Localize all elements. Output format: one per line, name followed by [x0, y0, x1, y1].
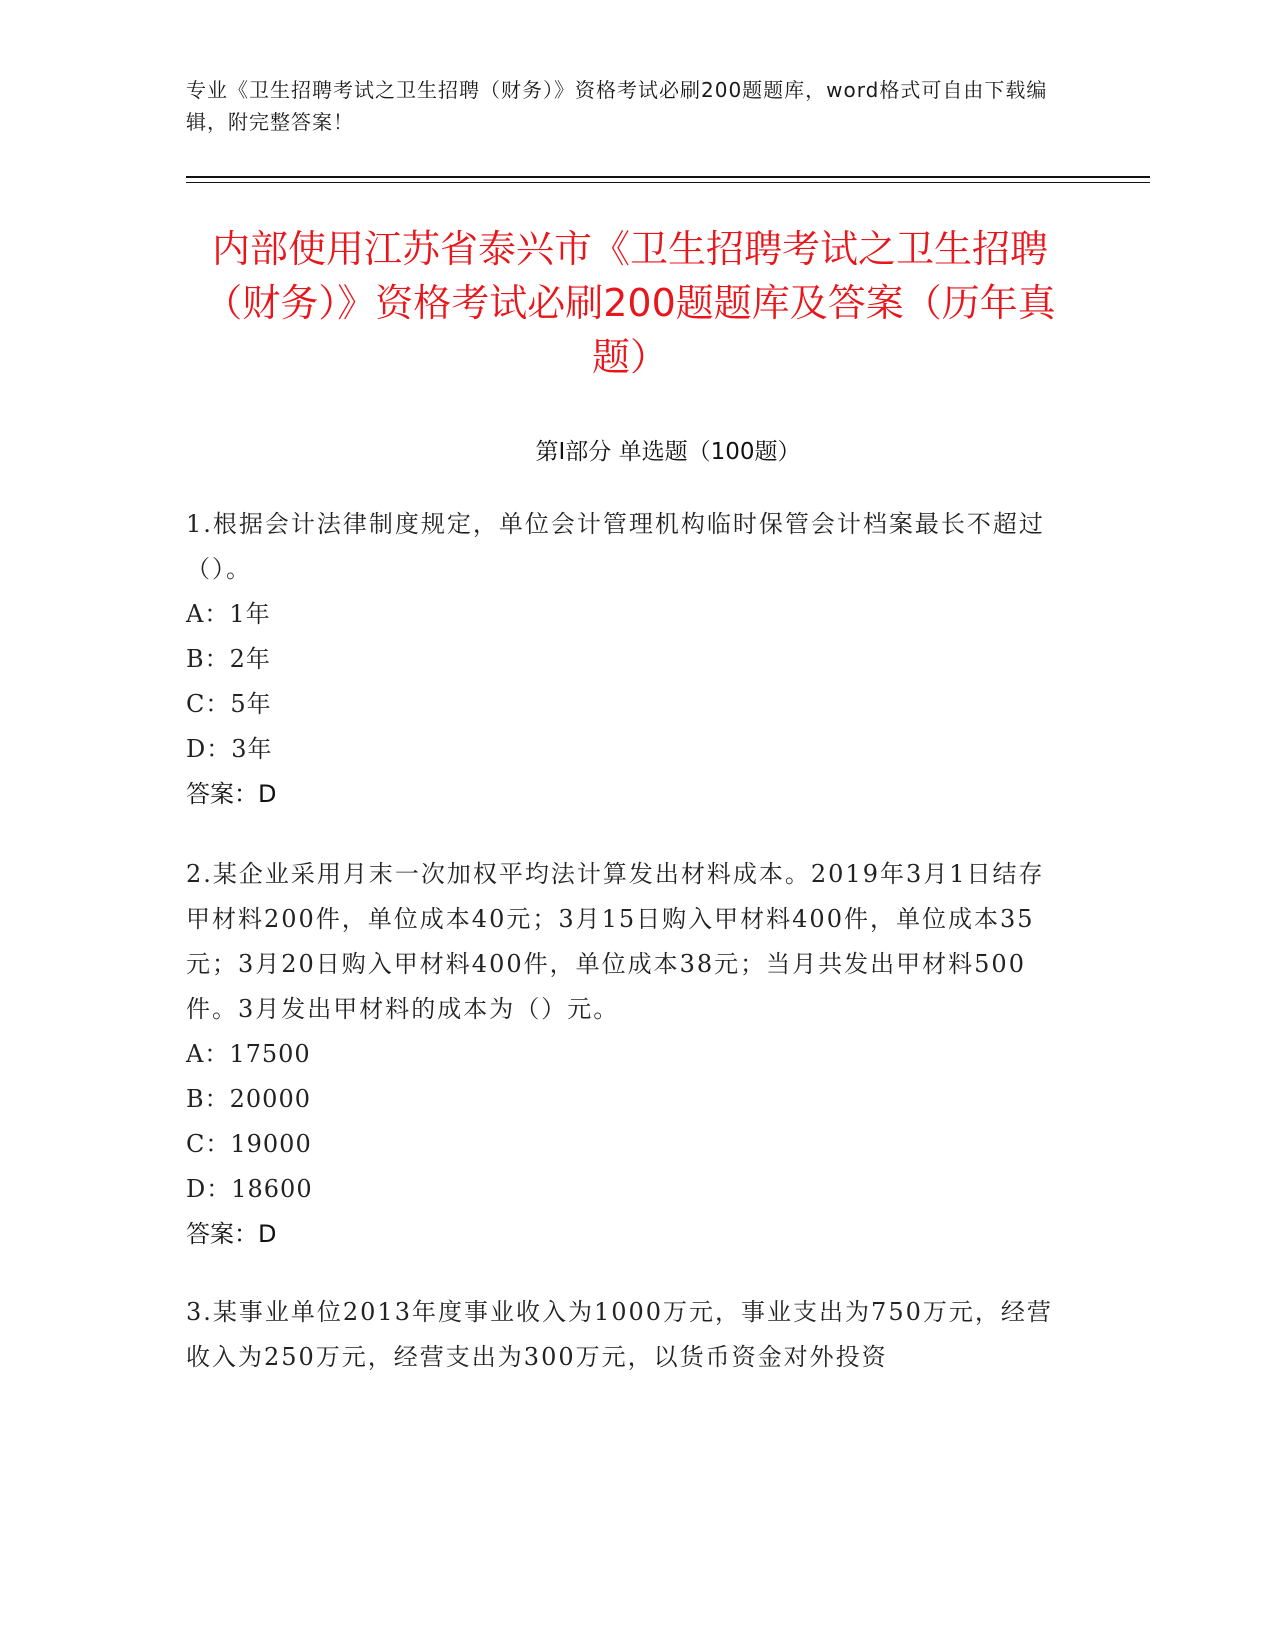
option-b: B：20000	[186, 1085, 311, 1113]
section-heading: 第Ⅰ部分 单选题（100题）	[535, 439, 801, 465]
answer: 答案：D	[186, 780, 277, 808]
header-note: 专业《卫生招聘考试之卫生招聘（财务）》资格考试必刷200题题库，word格式可自由下载编辑，附完整答案！	[186, 78, 1048, 134]
option-c: C：19000	[186, 1130, 312, 1158]
question-text: 1.根据会计法律制度规定，单位会计管理机构临时保管会计档案最长不超过（）。	[186, 510, 1045, 583]
option-c: C：5年	[186, 690, 272, 718]
question-1	[186, 502, 1066, 817]
header-divider-thin	[186, 182, 1150, 183]
document-title: 内部使用江苏省泰兴市《卫生招聘考试之卫生招聘（财务）》资格考试必刷200题题库及答案（历年真题）	[204, 227, 1056, 379]
option-d: D：3年	[186, 735, 273, 763]
question-text: 3.某事业单位2013年度事业收入为1000万元，事业支出为750万元，经营收入为250万元，经营支出为300万元，以货币资金对外投资	[186, 1298, 1053, 1371]
question-2	[186, 852, 1066, 1257]
answer: 答案：D	[186, 1220, 277, 1248]
question-text: 2.某企业采用月末一次加权平均法计算发出材料成本。2019年3月1日结存甲材料200件，单位成本40元；3月15日购入甲材料400件，单位成本35元；3月20日购入甲材料400件，单位成本38元；当月共发出甲材料500件。3月发出甲材料的成本为（）元。	[186, 860, 1045, 1023]
option-a: A：1年	[186, 600, 271, 628]
question-3	[186, 1290, 1066, 1380]
header-divider	[186, 176, 1150, 178]
option-b: B：2年	[186, 645, 271, 673]
option-d: D：18600	[186, 1175, 313, 1203]
option-a: A：17500	[186, 1040, 311, 1068]
